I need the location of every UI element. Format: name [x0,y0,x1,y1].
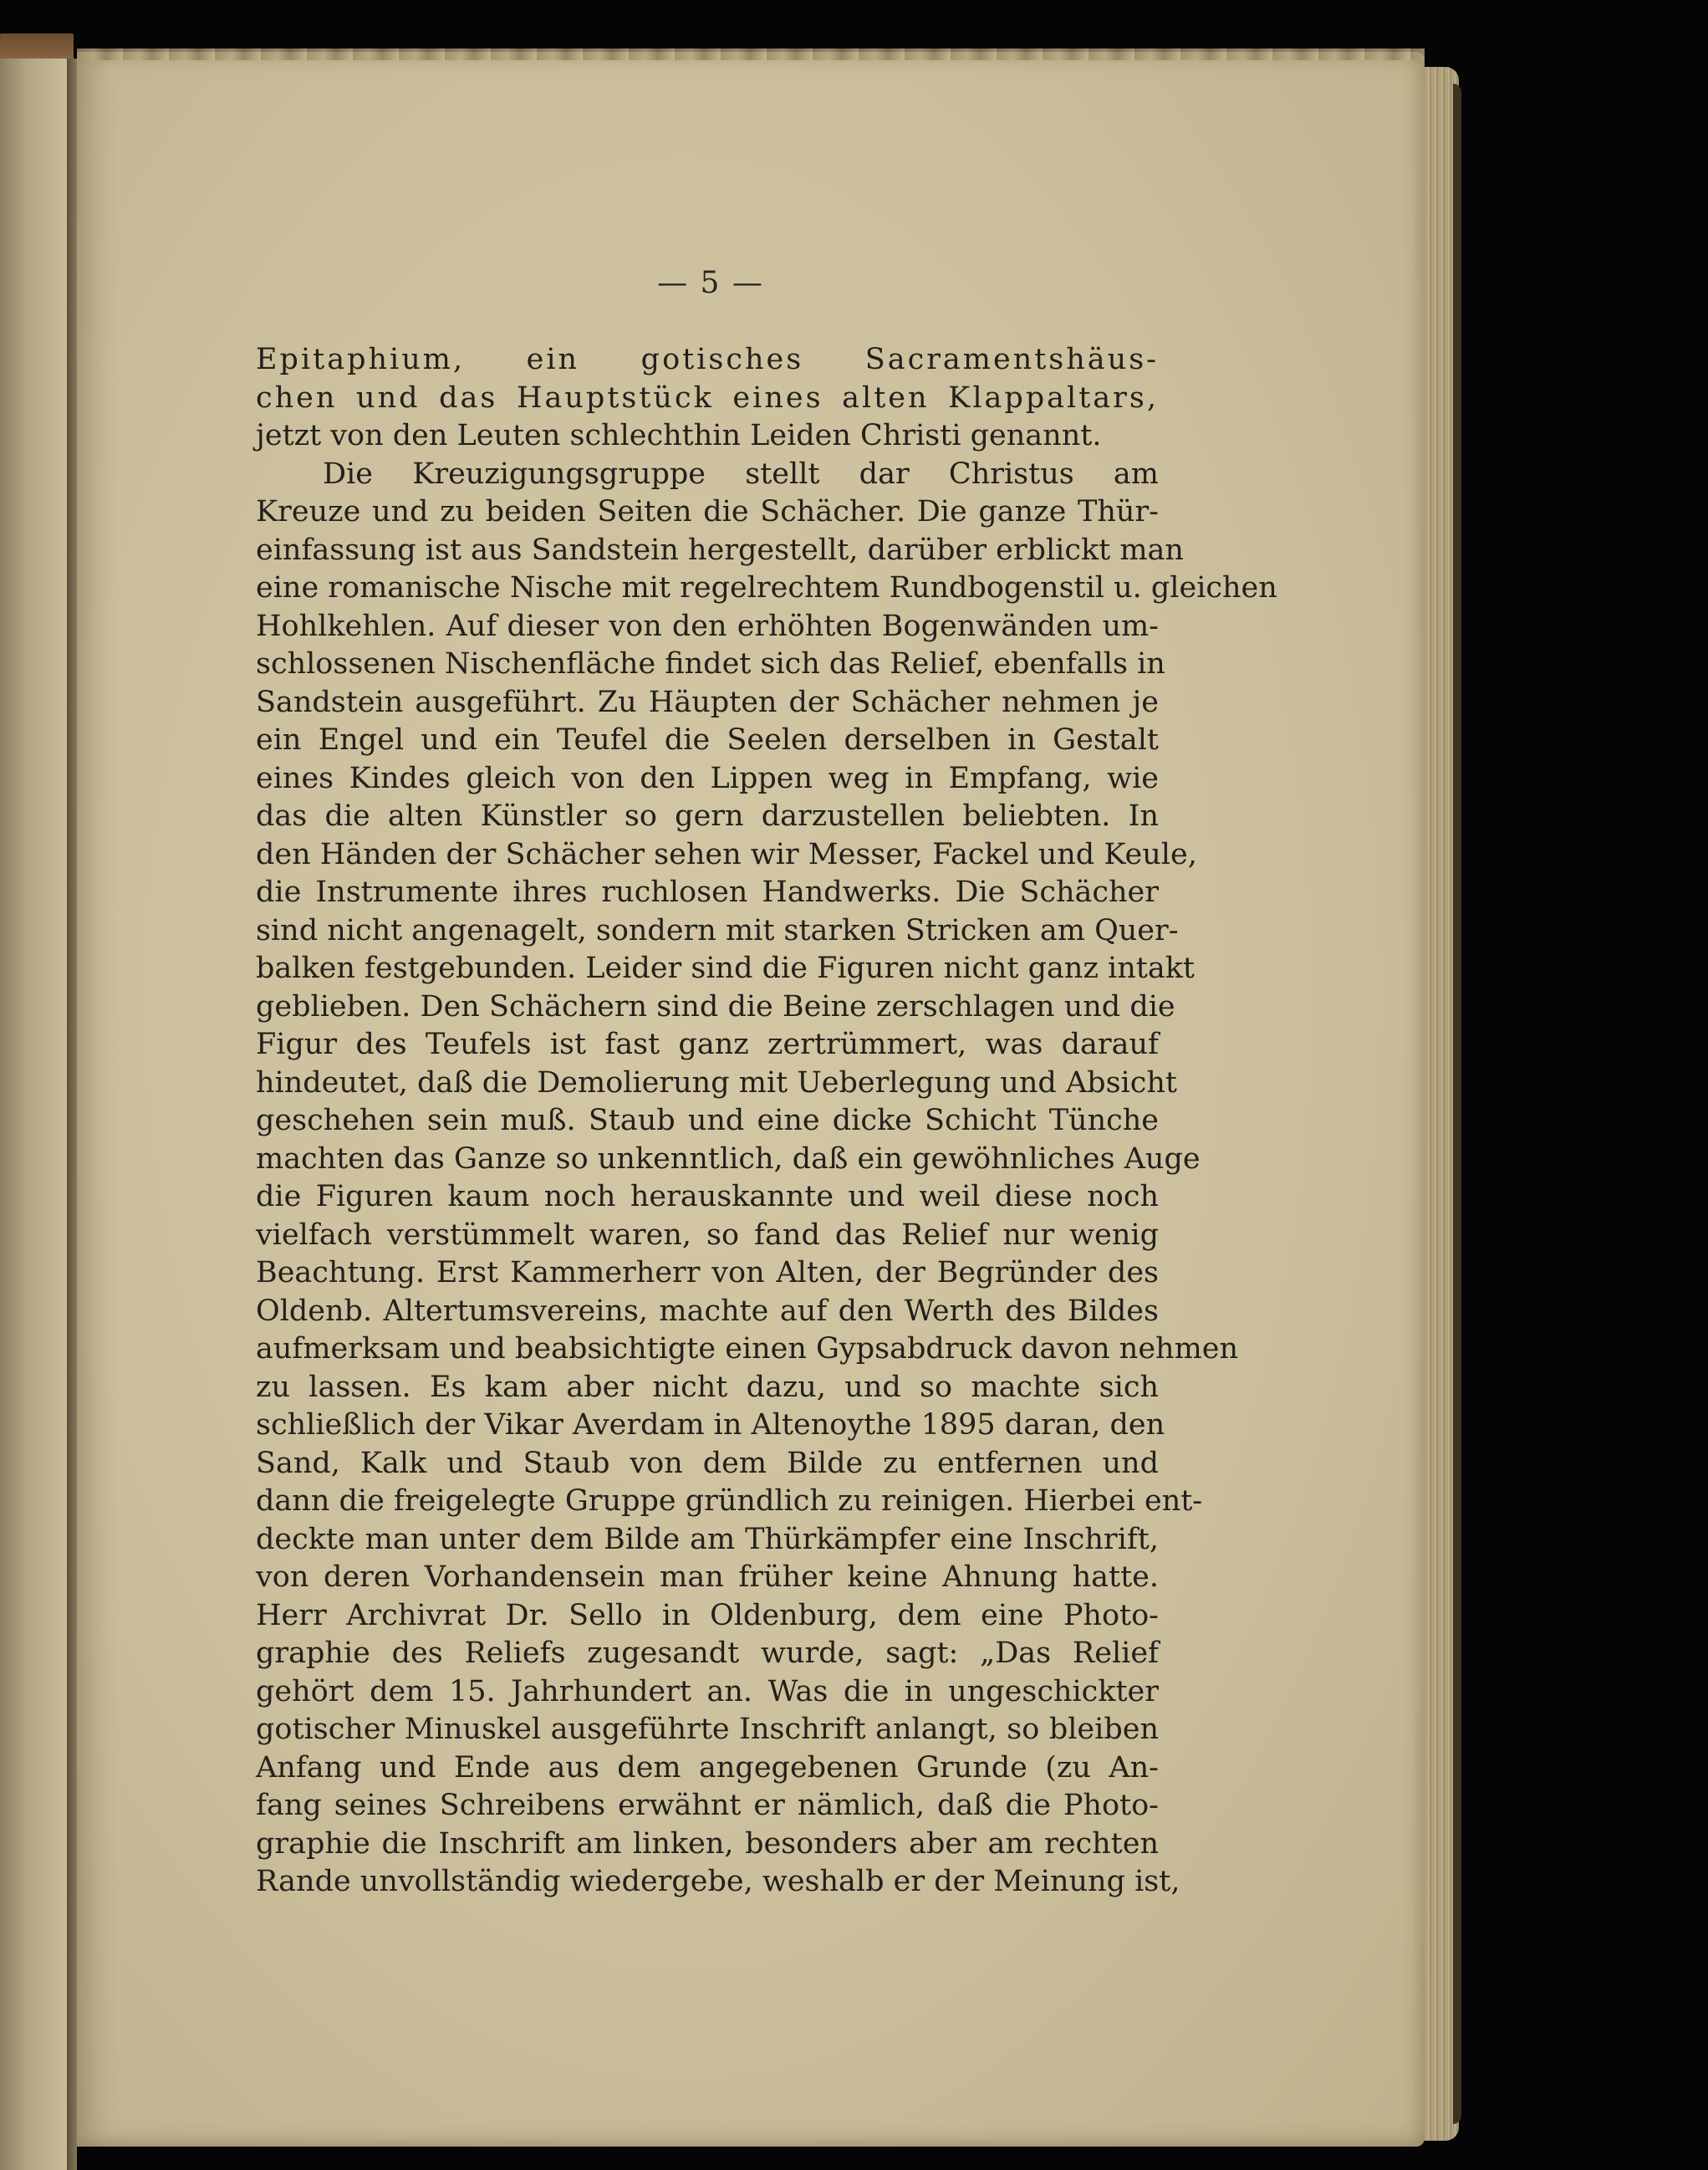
text-line: zu lassen. Es kam aber nicht dazu, und so machte sich [256,1370,1159,1404]
text-line: chen und das Hauptstück eines alten Klappaltars, [256,380,1159,415]
text-line: ein Engel und ein Teufel die Seelen derselben in Gestalt [256,723,1159,757]
book-gutter [67,59,77,2170]
previous-page-edge [0,59,67,2170]
text-line: geschehen sein muß. Staub und eine dicke Schicht Tünche [256,1104,1159,1137]
text-line: Anfang und Ende aus dem angegebenen Grunde (zu An- [256,1750,1159,1785]
body-text [256,341,1277,1902]
text-line: sind nicht angenagelt, sondern mit starken Stricken am Quer- [256,913,1179,947]
page-top-edge [77,49,1425,60]
text-line: deckte man unter dem Bilde am Thürkämpfer eine Inschrift, [256,1522,1159,1556]
text-line: machten das Ganze so unkenntlich, daß ein gewöhnliches Auge [256,1141,1201,1176]
page-number: — 5 — [657,266,764,300]
text-line: fang seines Schreibens erwähnt er nämlich, daß die Photo- [256,1789,1159,1822]
text-line: den Händen der Schächer sehen wir Messer, Fackel und Keule, [256,837,1197,871]
text-line: aufmerksam und beabsichtigte einen Gypsabdruck davon nehmen [256,1332,1239,1366]
text-line: geblieben. Den Schächern sind die Beine zerschlagen und die [256,989,1175,1024]
text-line: eines Kindes gleich von den Lippen weg in Empfang, wie [256,761,1159,795]
text-line: Beachtung. Erst Kammerherr von Alten, der Begründer des [256,1256,1159,1289]
text-line: Rande unvollständig wiedergebe, weshalb er der Meinung ist, [256,1865,1180,1898]
text-line: Hohlkehlen. Auf dieser von den erhöhten Bogenwänden um- [256,609,1159,643]
text-line: von deren Vorhandensein man früher keine Ahnung hatte. [256,1560,1159,1594]
text-line: Epitaphium, ein gotisches Sacramentshäus- [256,343,1159,376]
text-line: jetzt von den Leuten schlechthin Leiden Christi genannt. [256,419,1102,452]
text-line: Kreuze und zu beiden Seiten die Schächer. Die ganze Thür- [256,495,1159,528]
text-line: das die alten Künstler so gern darzustellen beliebten. In [256,799,1159,833]
text-line: Sand, Kalk und Staub von dem Bilde zu entfernen und [256,1446,1159,1480]
text-line: schlossenen Nischenfläche findet sich das Relief, ebenfalls in [256,647,1165,681]
text-line: balken festgebunden. Leider sind die Figuren nicht ganz intakt [256,952,1195,985]
text-line: Sandstein ausgeführt. Zu Häupten der Schächer nehmen je [256,685,1159,719]
text-line: hindeutet, daß die Demolierung mit Ueberlegung und Absicht [256,1065,1177,1100]
text-line: Die Kreuzigungsgruppe stellt dar Christus am [323,457,1159,491]
text-line: Oldenb. Altertumsvereins, machte auf den Werth des Bildes [256,1294,1159,1328]
text-line: die Figuren kaum noch herauskannte und weil diese noch [256,1180,1159,1213]
text-line: gotischer Minuskel ausgeführte Inschrift anlangt, so bleiben [256,1713,1159,1746]
text-line: vielfach verstümmelt waren, so fand das Relief nur wenig [256,1218,1159,1252]
text-line: die Instrumente ihres ruchlosen Handwerks. Die Schächer [256,876,1159,909]
text-line: graphie die Inschrift am linken, besonders aber am rechten [256,1826,1159,1861]
text-line: Figur des Teufels ist fast ganz zertrümmert, was darauf [256,1028,1159,1061]
text-line: gehört dem 15. Jahrhundert an. Was die in ungeschickter [256,1674,1159,1708]
page-stack-shadow [1453,84,1461,2124]
text-line: schließlich der Vikar Averdam in Altenoythe 1895 daran, den [256,1408,1165,1442]
text-line: eine romanische Nische mit regelrechtem Rundbogenstil u. gleichen [256,571,1277,605]
text-line: Herr Archivrat Dr. Sello in Oldenburg, dem eine Photo- [256,1598,1159,1632]
text-line: einfassung ist aus Sandstein hergestellt, darüber erblickt man [256,533,1184,567]
text-line: dann die freigelegte Gruppe gründlich zu reinigen. Hierbei ent- [256,1484,1203,1518]
text-line: graphie des Reliefs zugesandt wurde, sagt: „Das Relief [256,1636,1159,1670]
